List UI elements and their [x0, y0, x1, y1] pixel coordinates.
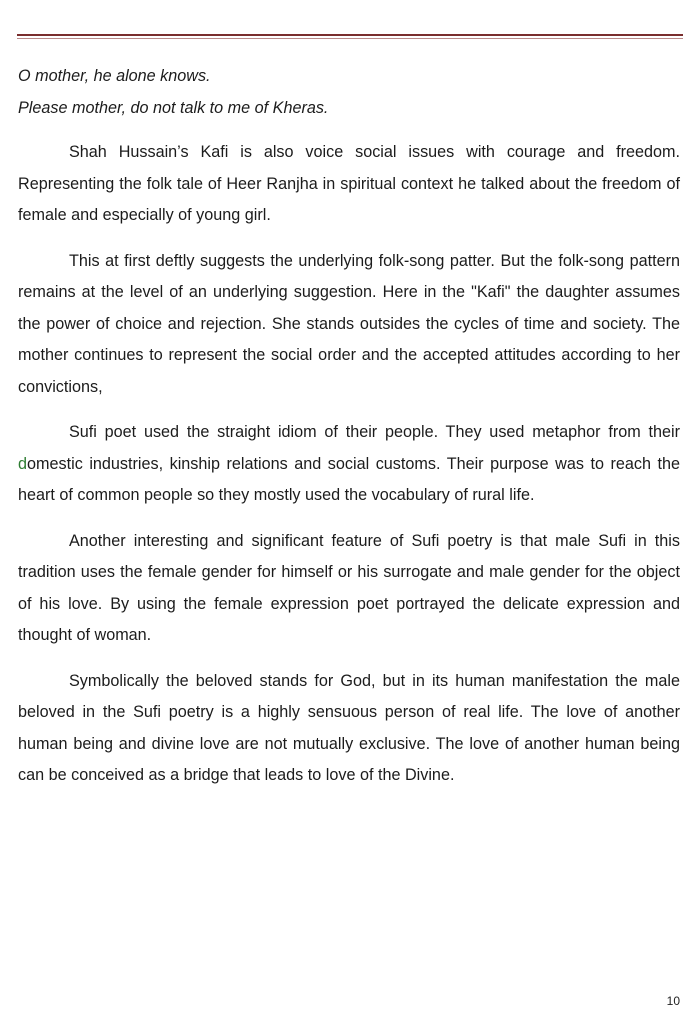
paragraph-kafi-social-issues: Shah Hussain’s Kafi is also voice social issues with courage and freedom. Representing the folk tale of Heer Ranjha in spiritual context he talked about the freedom of female and especially of young girl.: [18, 143, 680, 224]
paragraph-sufi-idiom: [18, 417, 680, 512]
header-rule-thin: [17, 38, 683, 39]
verse-block: [18, 61, 680, 124]
paragraph-female-gender: Another interesting and significant feature of Sufi poetry is that male Sufi in this tradition uses the female gender for himself or his surrogate and male gender for the object of his love. By using the female expression poet portrayed the delicate expression and thought of woman.: [18, 531, 680, 644]
paragraph-text: Sufi poet used the straight idiom of their people. They used metaphor from their: [69, 423, 680, 441]
highlighted-letter: d: [18, 454, 28, 473]
paragraph-text: omestic industries, kinship relations and social customs. Their purpose was to reach the heart of common people so they mostly used the vocabulary of rural life.: [18, 454, 680, 504]
page-body: [18, 61, 680, 792]
page-number: 10: [666, 994, 680, 1008]
paragraph-beloved-symbol: Symbolically the beloved stands for God, but in its human manifestation the male beloved in the Sufi poetry is a highly sensuous person of real life. The love of another human being and divine love are not mutually exclusive. The love of another human being can be conceived as a bridge that leads to love of the Divine.: [18, 671, 680, 784]
header-rule: [17, 34, 683, 36]
paragraph-folk-song-pattern: This at first deftly suggests the underlying folk-song patter. But the folk-song pattern remains at the level of an underlying suggestion. Here in the "Kafi" the daughter assumes the power of choice and rejection. She stands outsides the cycles of time and society. The mother continues to represent the social order and the accepted attitudes according to her convictions,: [18, 251, 680, 396]
verse-line: O mother, he alone knows.: [18, 67, 211, 85]
verse-line: Please mother, do not talk to me of Kheras.: [18, 98, 329, 117]
